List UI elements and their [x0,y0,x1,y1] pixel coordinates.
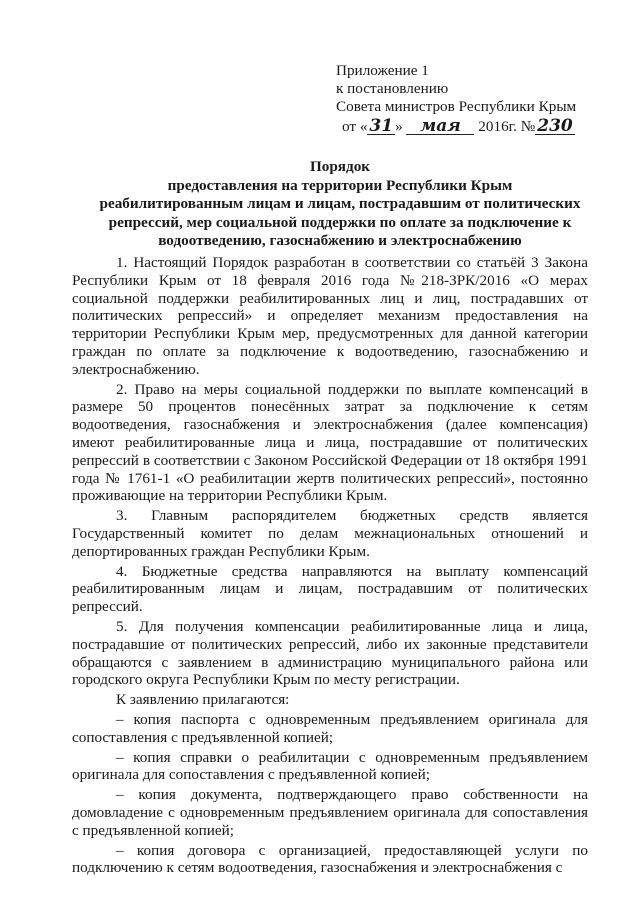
appendix-line-1: Приложение 1 [336,62,429,79]
title-line-1: Порядок [309,158,371,175]
title-line-2: предоставления на территории Республики Крым [167,176,513,194]
resolution-date [342,118,622,136]
paragraph-1: 1. Настоящий Порядок разработан в соответствии со статьёй 3 Закона Республики Крым от 18 февраля 2016 года №218-ЗРК/2016 «О мерах социальной поддержки реабилитированных лиц и лиц, пострадавших от политических репрессий» и определяет механизм предоставления на территории Республики Крым мер, предусмотренных для данной категории граждан по оплате за подключение к водоотведению, газоснабжению и электроснабжению. [72,254,588,378]
paragraph-4: 4. Бюджетные средства направляются на выплату компенсаций реабилитированным лицам и лицам, пострадавшим от политических репрессий. [72,562,588,616]
attachment-item-certificate: – копия справки о реабилитации с одновременным предъявлением оригинала для сопоставления с предъявленной копией; [72,748,588,784]
appendix-block [336,62,626,116]
title-line-3: реабилитированным лицам и лицам, пострадавшим от политических [99,195,581,212]
attachment-item-passport: – копия паспорта с одновременным предъявлением оригинала для сопоставления с предъявленной копией; [72,710,588,746]
appendix-line-3: Совета министров Республики Крым [336,98,577,115]
title-line-5: водоотведению, газоснабжению и электроснабжению [158,232,522,249]
attachment-item-ownership: – копия документа, подтверждающего право собственности на домовладение с одновременным предъявлением оригинала для сопоставления с предъявленной копией; [72,786,588,839]
date-year: 2016г. № [478,118,536,135]
appendix-line-2: к постановлению [336,80,449,97]
paragraph-2: 2. Право на меры социальной поддержки по выплате компенсаций в размере 50 процентов понесённых затрат за подключение к сетям водоотведения, газоснабжения и электроснабжения (далее компенсация) имеют реабилитированные лица и лица, пострадавшие от политических репрессий в соответствии с Законом Российской Федерации от 18 октября 1991 года № 1761-1 «О реабилитации жертв политических репрессий», постоянно проживающие на территории Республики Крым. [72,380,588,505]
resolution-number-handwritten: 230 [537,116,573,136]
date-prefix: от « [342,118,368,135]
date-mid: » [395,118,403,135]
paragraph-3: 3. Главным распорядителем бюджетных средств является Государственный комитет по делам межнациональных отношений и депортированных граждан Республики Крым. [72,507,588,560]
attachment-item-contract: – копия договора с организацией, предоставляющей услуги по подключению к сетям водоотведения, газоснабжения и электроснабжения с [72,841,588,877]
attachments-heading: К заявлению прилагаются: [116,691,290,709]
title-line-4: репрессий, мер социальной поддержки по оплате за подключение к [108,213,572,231]
date-day-handwritten: 31 [369,116,394,136]
document-title [80,158,600,251]
document-body [72,254,588,877]
paragraph-5: 5. Для получения компенсации реабилитированные лица и лица, пострадавшие от политических репрессий, либо их законные представители обращаются с заявлением в администрацию муниципального района или городского округа Республики Крым по месту регистрации. [72,617,588,689]
date-month-handwritten: мая [406,118,474,135]
